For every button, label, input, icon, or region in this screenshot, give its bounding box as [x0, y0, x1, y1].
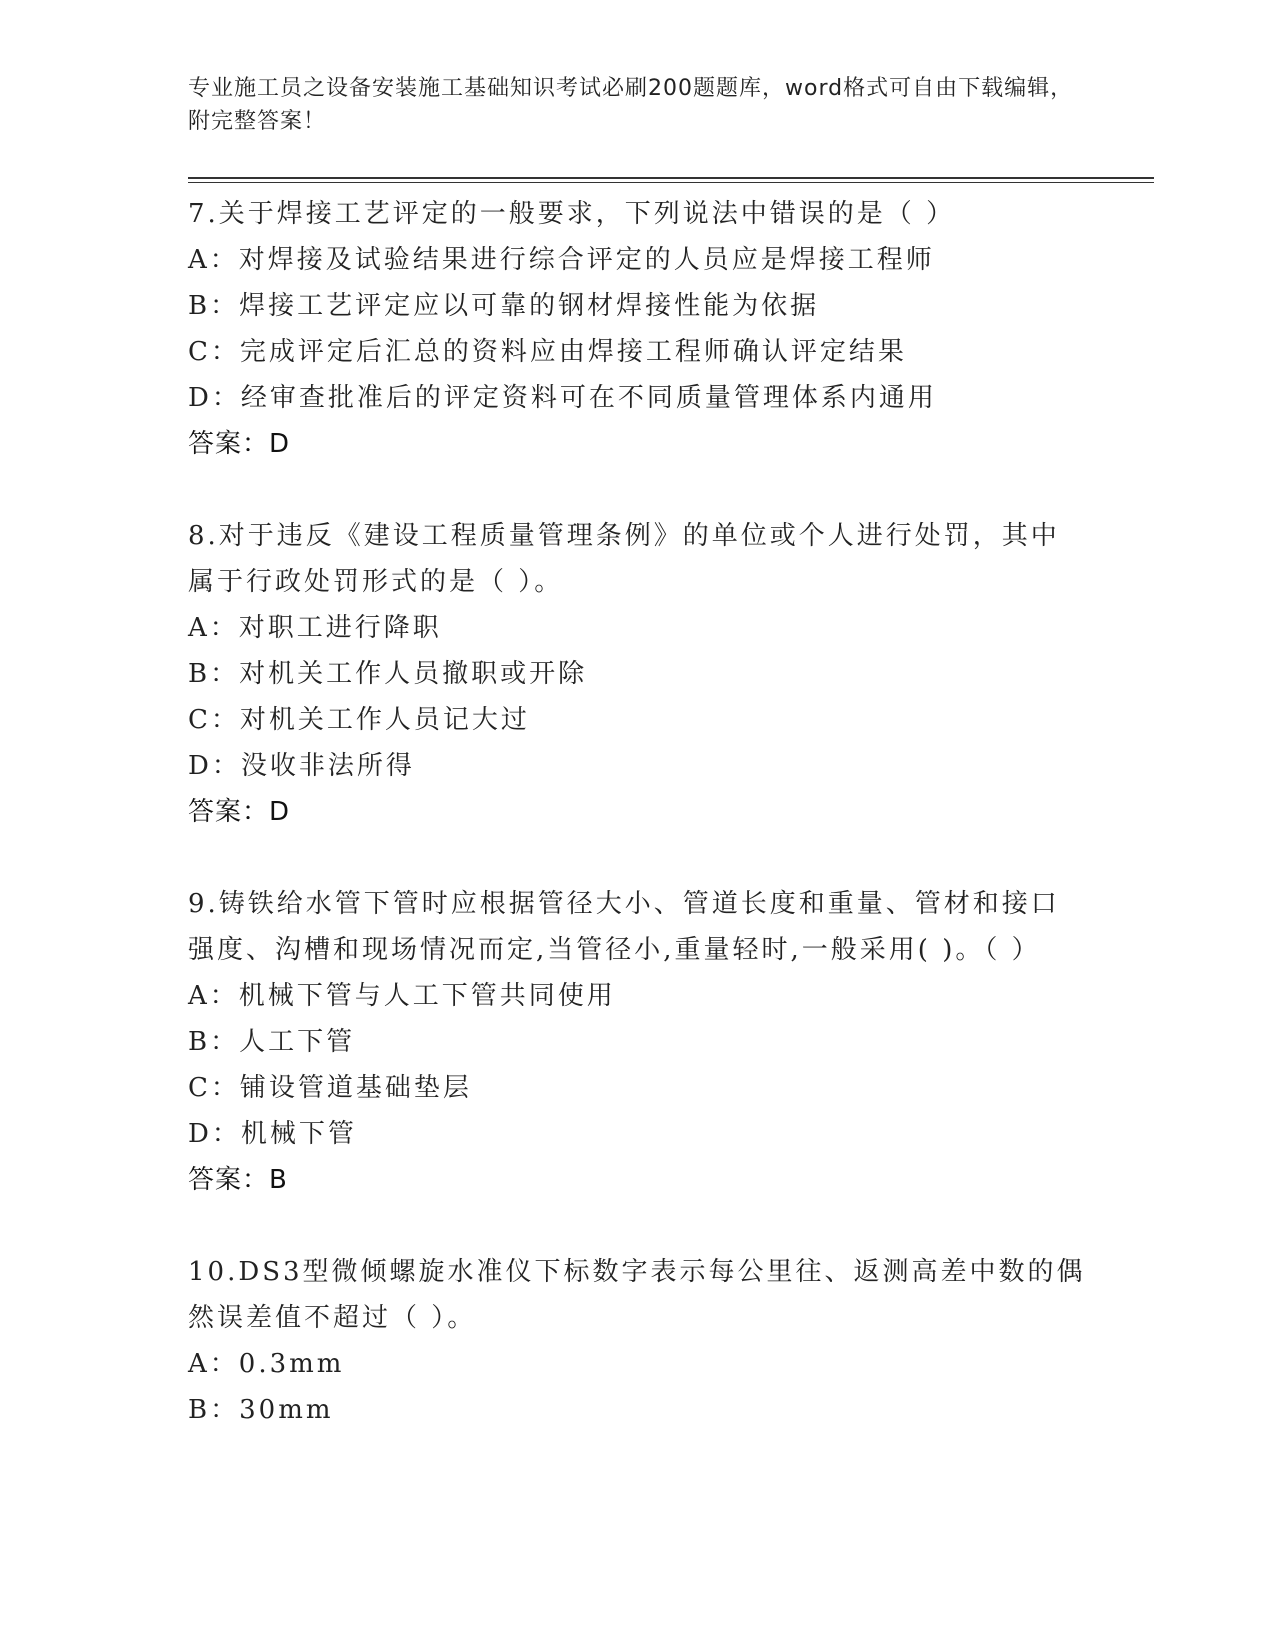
question-text: 8.对于违反《建设工程质量管理条例》的单位或个人进行处罚，其中属于行政处罚形式的是（ ）。 — [188, 521, 1060, 597]
option-d: D：经审查批准后的评定资料可在不同质量管理体系内通用 — [188, 383, 937, 413]
answer: 答案：B — [188, 1165, 288, 1195]
question-list — [188, 191, 1088, 1479]
option-c: C：铺设管道基础垫层 — [188, 1073, 472, 1103]
question-text: 9.铸铁给水管下管时应根据管径大小、管道长度和重量、管材和接口强度、沟槽和现场情况而定,当管径小,重量轻时,一般采用( )。（ ） — [188, 889, 1060, 965]
option-a: A：0.3mm — [188, 1349, 345, 1379]
option-a: A：对焊接及试验结果进行综合评定的人员应是焊接工程师 — [188, 245, 935, 275]
question-9 — [188, 881, 1088, 1203]
answer: 答案：D — [188, 797, 291, 827]
option-b: B：30mm — [188, 1395, 334, 1425]
question-8 — [188, 513, 1088, 835]
option-d: D：机械下管 — [188, 1119, 357, 1149]
option-d: D：没收非法所得 — [188, 751, 415, 781]
question-10 — [188, 1249, 1088, 1433]
option-a: A：对职工进行降职 — [188, 613, 442, 643]
header-divider-thin — [188, 182, 1154, 183]
option-b: B：对机关工作人员撤职或开除 — [188, 659, 588, 689]
option-c: C：完成评定后汇总的资料应由焊接工程师确认评定结果 — [188, 337, 907, 367]
question-text: 7.关于焊接工艺评定的一般要求，下列说法中错误的是（ ） — [188, 199, 956, 229]
question-text: 10.DS3型微倾螺旋水准仪下标数字表示每公里往、返测高差中数的偶然误差值不超过（ ）。 — [188, 1257, 1086, 1333]
option-b: B：人工下管 — [188, 1027, 356, 1057]
question-7 — [188, 191, 1088, 467]
document-header: 专业施工员之设备安装施工基础知识考试必刷200题题库，word格式可自由下载编辑，附完整答案！ — [188, 76, 1074, 134]
answer: 答案：D — [188, 429, 291, 459]
header-divider-thick — [188, 177, 1154, 179]
option-a: A：机械下管与人工下管共同使用 — [188, 981, 616, 1011]
option-c: C：对机关工作人员记大过 — [188, 705, 530, 735]
option-b: B：焊接工艺评定应以可靠的钢材焊接性能为依据 — [188, 291, 820, 321]
